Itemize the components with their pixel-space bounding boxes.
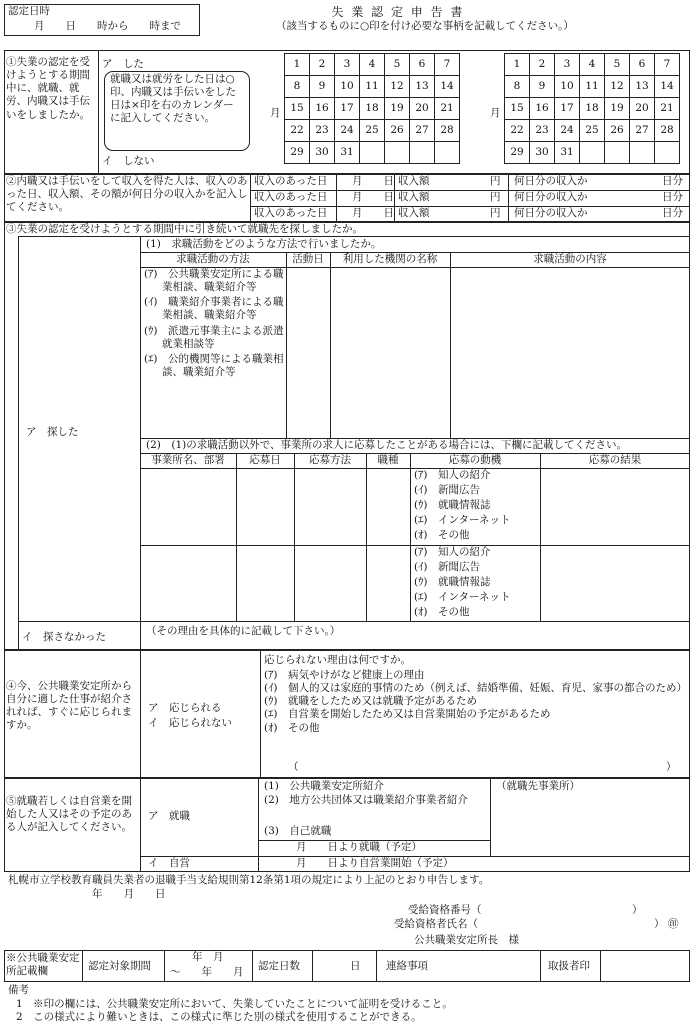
q2-col-line [394,174,395,222]
calendar-week [285,76,460,98]
number-label: 受給資格番号（ [408,904,482,916]
calendar-day[interactable]: 16 [530,98,555,120]
calendar-day[interactable]: 30 [310,142,335,164]
calendar-1 [284,53,460,164]
office-note: ※公共職業安定所記載欄 [6,952,80,978]
calendar-day[interactable]: 6 [410,54,435,76]
calendar-day[interactable] [580,142,605,164]
calendar-day[interactable]: 17 [335,98,360,120]
calendar-day[interactable]: 20 [410,98,435,120]
calendar-day[interactable]: 31 [555,142,580,164]
name-label: 受給資格者氏名（ [394,918,478,930]
nintei-time: 月 日 時から 時まで [34,20,181,32]
calendar-day[interactable]: 9 [310,76,335,98]
calendar-day[interactable] [360,142,385,164]
calendar-day[interactable]: 19 [385,98,410,120]
calendar-day[interactable]: 27 [410,120,435,142]
q3-option-i[interactable]: イ 探さなかった [22,631,106,643]
calendar-day[interactable] [410,142,435,164]
seal-mark: ㊞ [668,918,679,930]
motive-option[interactable]: (ｴ) インターネット [414,514,511,526]
calendar-day[interactable]: 1 [285,54,310,76]
calendar-day[interactable]: 24 [335,120,360,142]
days-label: 認定日数 [258,960,300,972]
q2-bun: 日分 [662,191,683,203]
contact-label: 連絡事項 [386,960,428,972]
sub2-header: 応募の動機 [448,454,502,466]
calendar-day[interactable]: 27 [630,120,655,142]
calendar-day[interactable]: 10 [555,76,580,98]
q2-md: 月 日 [352,207,394,219]
motive-option[interactable]: (ｱ) 知人の紹介 [414,469,491,481]
calendar-day[interactable] [605,142,630,164]
calendar-week [285,120,460,142]
q1-note: 就職又は就労をした日は○印、内職又は手伝いをした日は×印を右のカレンダーに記入してください。 [110,73,236,125]
name-close: ） [654,918,665,930]
method-option[interactable]: (ｲ) 職業紹介事業者による職業相談、職業紹介等 [144,296,284,322]
form-title: 失 業 認 定 申 告 書 [331,5,465,19]
addressee: 公共職業安定所長 様 [414,934,519,946]
calendar-day[interactable]: 20 [630,98,655,120]
calendar-week [285,54,460,76]
calendar-day[interactable]: 31 [335,142,360,164]
calendar-day[interactable]: 21 [655,98,680,120]
handler-label: 取扱者印 [548,960,590,972]
calendar-day[interactable]: 7 [655,54,680,76]
period-1: 年 月 [192,951,224,963]
q2-amount-label: 収入額 [398,191,430,203]
reason-3[interactable]: (ｳ) 就職をしたため又は就職予定があるため [264,695,477,708]
reason-2[interactable]: (ｲ) 個人的又は家庭的事情のため（例えば、結婚準備、妊娠、育児、家事の都合のため） [264,682,687,695]
q5-question: ⑤就職若しくは自営業を開始した人又はその予定のある人が記入してください。 [6,795,132,834]
calendar-day[interactable]: 29 [505,142,530,164]
calendar-day[interactable]: 13 [630,76,655,98]
q4-question: ④今、公共職業安定所から自分に適した仕事が紹介されれば、すぐに応じられますか。 [6,680,132,732]
number-close: ） [632,904,643,916]
shushoku-line: 月 日より就職（予定） [296,841,422,853]
calendar-day[interactable]: 9 [530,76,555,98]
q2-bun: 日分 [662,207,683,219]
calendar-day[interactable]: 16 [310,98,335,120]
q1-question: ①失業の認定を受けようとする期間中に、就職、就労、内職又は手伝いをしましたか。 [6,56,90,121]
employer-label: （就職先事業所） [496,780,580,792]
sub2-header: 事業所名、部署 [151,454,225,466]
motive-option[interactable]: (ｱ) 知人の紹介 [414,546,491,558]
calendar-day[interactable] [435,142,460,164]
sub2-header: 応募の結果 [588,454,642,466]
sub2-header: 応募方法 [309,454,351,466]
calendar-week [505,142,680,164]
q5-opt-2[interactable]: (2) 地方公共団体又は職業紹介事業者紹介 [264,794,468,806]
method-option[interactable]: (ｳ) 派遣元事業主による派遣就業相談等 [144,324,284,350]
q4-option-i[interactable]: イ 応じられない [148,717,232,729]
calendar-day[interactable]: 30 [530,142,555,164]
cal1-month: 月 [270,107,281,119]
q5-opt-1[interactable]: (1) 公共職業安定所紹介 [264,780,384,792]
calendar-day[interactable]: 18 [580,98,605,120]
calendar-day[interactable]: 26 [605,120,630,142]
declaration-date: 年 月 日 [92,888,166,900]
calendar-day[interactable] [655,142,680,164]
calendar-day[interactable] [630,142,655,164]
q2-yen: 円 [490,175,501,187]
jiei-line: 月 日より自営業開始（予定） [296,857,454,869]
calendar-day[interactable]: 6 [630,54,655,76]
q2-yen: 円 [490,191,501,203]
calendar-week [505,76,680,98]
q3-question: ③失業の認定を受けようとする期間中に引き続いて就職先を探しましたか。 [6,223,363,235]
sub1-header: 求職活動の方法 [176,253,250,265]
cal2-month: 月 [490,107,501,119]
calendar-day[interactable]: 29 [285,142,310,164]
motive-option[interactable]: (ｵ) その他 [414,606,470,618]
calendar-day[interactable]: 21 [435,98,460,120]
q1-option-a[interactable]: ア した [102,58,144,70]
motive-option[interactable]: (ｳ) 就職情報誌 [414,576,491,588]
q2-days-label: 何日分の収入か [514,191,588,203]
calendar-day[interactable]: 3 [335,54,360,76]
calendar-day[interactable]: 18 [360,98,385,120]
calendar-day[interactable]: 5 [385,54,410,76]
q2-days-label: 何日分の収入か [514,207,588,219]
calendar-day[interactable]: 10 [335,76,360,98]
q4-reasons [264,669,688,735]
q2-day-label: 収入のあった日 [254,191,328,203]
calendar-day[interactable]: 5 [605,54,630,76]
q2-md: 月 日 [352,191,394,203]
sub1-header: 活動日 [292,253,324,265]
q5-option-a[interactable]: ア 就職 [148,810,190,822]
calendar-day[interactable]: 1 [505,54,530,76]
calendar-day[interactable]: 17 [555,98,580,120]
paren-open: （ [288,761,299,773]
calendar-day[interactable]: 28 [655,120,680,142]
calendar-day[interactable]: 24 [555,120,580,142]
period-2: 〜 年 月 [170,966,244,978]
calendar-day[interactable]: 12 [605,76,630,98]
q4-option-a[interactable]: ア 応じられる [148,702,222,714]
reason-5[interactable]: (ｵ) その他 [264,721,320,734]
calendar-day[interactable]: 8 [285,76,310,98]
calendar-day[interactable] [385,142,410,164]
paren-close: ） [666,761,677,773]
method-list [144,268,284,381]
sub1-header: 利用した機関の名称 [342,253,438,265]
q1-option-i[interactable]: イ しない [102,155,155,167]
calendar-week [505,98,680,120]
calendar-day[interactable]: 12 [385,76,410,98]
motive-option[interactable]: (ｴ) インターネット [414,591,511,603]
q3-option-a[interactable]: ア 探した [26,426,79,438]
calendar-week [505,54,680,76]
q2-day-label: 収入のあった日 [254,175,328,187]
q2-yen: 円 [490,207,501,219]
period-label: 認定対象期間 [88,960,151,972]
motive-list-2 [414,546,511,621]
calendar-2 [504,53,680,164]
sub2-header: 応募日 [249,454,281,466]
motive-option[interactable]: (ｲ) 新聞広告 [414,484,480,496]
reason-1[interactable]: (ｱ) 病気やけがなど健康上の理由 [264,669,425,681]
reason-note: （その理由を具体的に記載して下さい。） [146,625,341,637]
sub1-title: (1) 求職活動をどのような方法で行いましたか。 [146,238,382,250]
calendar-week [285,142,460,164]
q2-day-label: 収入のあった日 [254,207,328,219]
remark-2: 2 この様式により難いときは、この様式に準じた別の様式を使用することができる。 [16,1011,422,1023]
motive-option[interactable]: (ｵ) その他 [414,529,470,541]
remarks-title: 備考 [8,984,29,996]
q2-days-label: 何日分の収入か [514,175,588,187]
nintei-label: 認定日時 [8,5,50,17]
calendar-day[interactable]: 14 [655,76,680,98]
calendar-day[interactable]: 23 [310,120,335,142]
calendar-day[interactable]: 25 [580,120,605,142]
calendar-day[interactable]: 22 [285,120,310,142]
calendar-day[interactable]: 15 [285,98,310,120]
form-subtitle: （該当するものに○印を付け必要な事柄を記載してください。） [276,20,574,32]
calendar-day[interactable]: 25 [360,120,385,142]
calendar-day[interactable]: 2 [530,54,555,76]
q5-option-i[interactable]: イ 自営 [148,857,190,869]
sub2-header: 職種 [377,454,399,466]
calendar-day[interactable]: 11 [360,76,385,98]
sub1-header: 求職活動の内容 [533,253,607,265]
calendar-day[interactable]: 15 [505,98,530,120]
q2-question: ②内職又は手伝いをして収入を得た人は、収入のあった日、収入額、その額が何日分の収入かを記入してください。 [6,175,248,214]
calendar-day[interactable]: 4 [360,54,385,76]
calendar-day[interactable]: 23 [530,120,555,142]
calendar-day[interactable]: 13 [410,76,435,98]
calendar-week [505,120,680,142]
calendar-day[interactable]: 26 [385,120,410,142]
remark-1: 1 ※印の欄には、公共職業安定所において、失業していたことについて証明を受けること。 [16,998,453,1010]
method-option[interactable]: (ｱ) 公共職業安定所による職業相談、職業紹介等 [144,268,284,294]
q2-amount-label: 収入額 [398,207,430,219]
calendar-day[interactable]: 28 [435,120,460,142]
calendar-day[interactable]: 22 [505,120,530,142]
calendar-day[interactable]: 7 [435,54,460,76]
q5-opt-3[interactable]: (3) 自己就職 [264,825,332,837]
q3-box [4,222,690,650]
q2-col-line [336,174,337,222]
q2-amount-label: 収入額 [398,175,430,187]
calendar-week [285,98,460,120]
motive-option[interactable]: (ｲ) 新聞広告 [414,561,480,573]
q2-md: 月 日 [352,175,394,187]
q4-reason-title: 応じられない理由は何ですか。 [264,654,411,666]
sub2-title: (2) (1)の求職活動以外で、事業所の求人に応募したことがある場合には、下欄に記載してください。 [146,439,628,451]
q2-col-line [508,174,509,222]
calendar-day[interactable]: 14 [435,76,460,98]
q2-bun: 日分 [662,175,683,187]
calendar-day[interactable]: 11 [580,76,605,98]
motive-list-1 [414,469,511,544]
calendar-day[interactable]: 2 [310,54,335,76]
calendar-day[interactable]: 4 [580,54,605,76]
calendar-day[interactable]: 8 [505,76,530,98]
method-option[interactable]: (ｴ) 公的機関等による職業相談、職業紹介等 [144,352,284,378]
calendar-day[interactable]: 3 [555,54,580,76]
reason-4[interactable]: (ｴ) 自営業を開始したため又は自営業開始の予定があるため [264,708,551,721]
motive-option[interactable]: (ｳ) 就職情報誌 [414,499,491,511]
calendar-day[interactable]: 19 [605,98,630,120]
declaration-text: 札幌市立学校教育職員失業者の退職手当支給規則第12条第1項の規定により上記のとおり申告します。 [8,874,490,886]
days-unit: 日 [350,960,361,972]
